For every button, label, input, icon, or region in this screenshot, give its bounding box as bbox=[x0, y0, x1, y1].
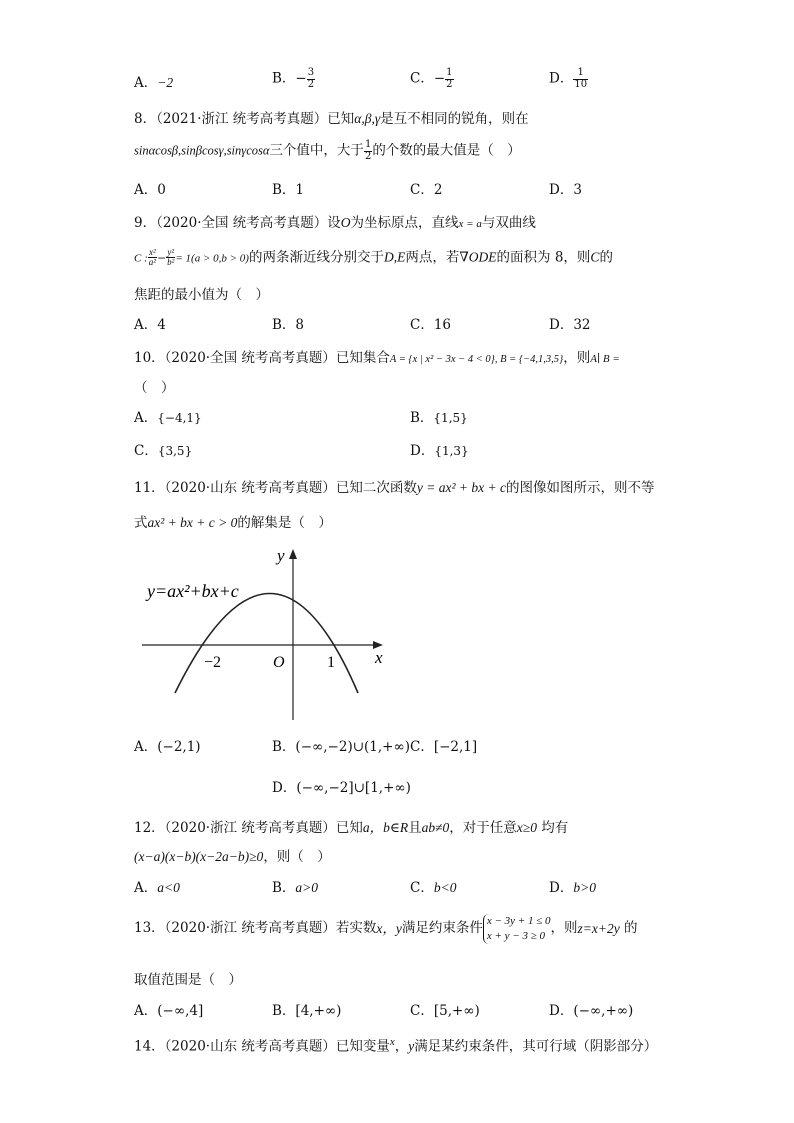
q10-option-d: D．{1,3} bbox=[410, 443, 469, 459]
q11-option-b: B．(−∞,−2)∪(1,+∞) bbox=[272, 739, 410, 755]
option-letter: B． bbox=[272, 70, 296, 87]
q13-stem-line2: 取值范围是（ ） bbox=[134, 972, 242, 988]
q9-stem-line2: C : $\frac{\text{x²}}{\text{a²}}$ − $\frac{\text{y²}}{\text{b²}}$ = 1(a > 0,b > 0)的两条渐近线分别交于D,E两点，若∇ODE的面积为 8，则C的 bbox=[134, 247, 613, 268]
q9-stem-line3: 焦距的最小值为（ ） bbox=[134, 287, 269, 303]
fraction-x2-a2: $\frac{\text{x²}}{\text{a²}}$ bbox=[148, 247, 156, 268]
q10-stem-line1: 10．（2020·全国 统考高考真题）已知集合A = {x | x² − 3x − 4 < 0}, B = {−4,1,3,5}，则A∣ B = bbox=[134, 350, 620, 366]
root-left-label: −2 bbox=[204, 654, 222, 671]
q8-option-a: A．0 bbox=[134, 182, 166, 198]
parabola-graph bbox=[137, 545, 397, 725]
q12-option-d: D．b>0 bbox=[549, 880, 596, 896]
fraction-y2-b2: $\frac{\text{y²}}{\text{b²}}$ bbox=[167, 247, 175, 268]
y-axis-label: y bbox=[277, 546, 285, 565]
q13-stem-line1: 13．（2020·浙江 统考高考真题）若实数x，y满足约束条件 x − 3y + 1 ≤ 0 x + y − 3 ≥ 0 ，则z=x+2y 的 bbox=[134, 915, 638, 942]
root-right-label: 1 bbox=[327, 654, 335, 671]
q8-stem-line2: sinαcosβ,sinβcosγ,sinγcosα三个值中，大于 $\frac{1}{2}$ 的个数的最大值是（ ） bbox=[134, 139, 521, 162]
q11-option-d: D．(−∞,−2]∪[1,+∞) bbox=[272, 780, 411, 796]
fraction: $\frac{1}{10}$ bbox=[574, 67, 588, 90]
q7-option-b: B．− $\frac{3}{2}$ bbox=[272, 67, 315, 90]
q14-stem-line1: 14．（2020·山东 统考高考真题）已知变量$^x$，y满足某约束条件，其可行域（阴影部分） bbox=[134, 1036, 658, 1055]
q10-option-b: B．{1,5} bbox=[410, 410, 468, 426]
q13-option-c: C．[5,+∞) bbox=[410, 1003, 480, 1019]
option-text: −2 bbox=[157, 75, 174, 90]
q7-option-d bbox=[549, 68, 588, 90]
q9-option-b: B．8 bbox=[272, 317, 305, 333]
q13-option-b: B．[4,+∞) bbox=[272, 1003, 342, 1019]
fraction: $\frac{3}{2}$ bbox=[307, 67, 315, 90]
q13-option-d: D．(−∞,+∞) bbox=[549, 1003, 634, 1019]
option-letter: D． bbox=[549, 70, 574, 87]
q9-option-c: C．16 bbox=[410, 317, 452, 333]
q8-option-d: D．3 bbox=[549, 182, 582, 198]
q13-option-a: A．(−∞,4] bbox=[134, 1003, 204, 1019]
origin-label: O bbox=[273, 654, 285, 671]
q11-stem-line1: 11．（2020·山东 统考高考真题）已知二次函数y = ax² + bx + c的图像如图所示，则不等 bbox=[134, 480, 655, 496]
q11-option-c: C．[−2,1] bbox=[410, 739, 478, 755]
q9-option-d: D．32 bbox=[549, 317, 591, 333]
q8-option-c: C．2 bbox=[410, 182, 443, 198]
function-label: y=ax²+bx+c bbox=[147, 581, 239, 601]
q10-option-a: A．{−4,1} bbox=[134, 410, 202, 426]
q8-option-b: B．1 bbox=[272, 182, 305, 198]
q11-stem-line2: 式ax² + bx + c > 0的解集是（ ） bbox=[134, 515, 332, 531]
q12-stem-line2: (x−a)(x−b)(x−2a−b)≥0，则（ ） bbox=[134, 849, 331, 865]
q7-option-c: C．− $\frac{1}{2}$ bbox=[410, 67, 453, 90]
q10-option-c: C．{3,5} bbox=[134, 443, 193, 459]
y-axis-arrow bbox=[289, 549, 297, 559]
option-letter: C． bbox=[410, 70, 434, 87]
q9-option-a: A．4 bbox=[134, 317, 166, 333]
q10-stem-line2: （ ） bbox=[134, 380, 175, 396]
q12-option-a: A．a<0 bbox=[134, 880, 180, 896]
fraction-half: $\frac{1}{2}$ bbox=[364, 139, 372, 162]
q8-stem-line1: 8．（2021·浙江 统考高考真题）已知α,β,γ是互不相同的锐角，则在 bbox=[134, 111, 529, 127]
constraint-system: x − 3y + 1 ≤ 0 x + y − 3 ≥ 0 bbox=[483, 914, 551, 944]
parabola-curve bbox=[175, 594, 358, 694]
q12-stem-line1: 12．（2020·浙江 统考高考真题）已知a，b∈R且ab≠0，对于任意x≥0 均有 bbox=[134, 820, 569, 836]
x-axis-label: x bbox=[375, 648, 383, 667]
q7-option-a bbox=[134, 76, 173, 91]
q11-option-a: A．(−2,1) bbox=[134, 739, 201, 755]
q12-option-c: C．b<0 bbox=[410, 880, 457, 896]
option-letter: A． bbox=[134, 75, 158, 91]
fraction: $\frac{1}{2}$ bbox=[446, 67, 453, 90]
q9-stem-line1: 9．（2020·全国 统考高考真题）设O为坐标原点，直线x = a与双曲线 bbox=[134, 215, 536, 231]
q12-option-b: B．a>0 bbox=[272, 880, 319, 896]
